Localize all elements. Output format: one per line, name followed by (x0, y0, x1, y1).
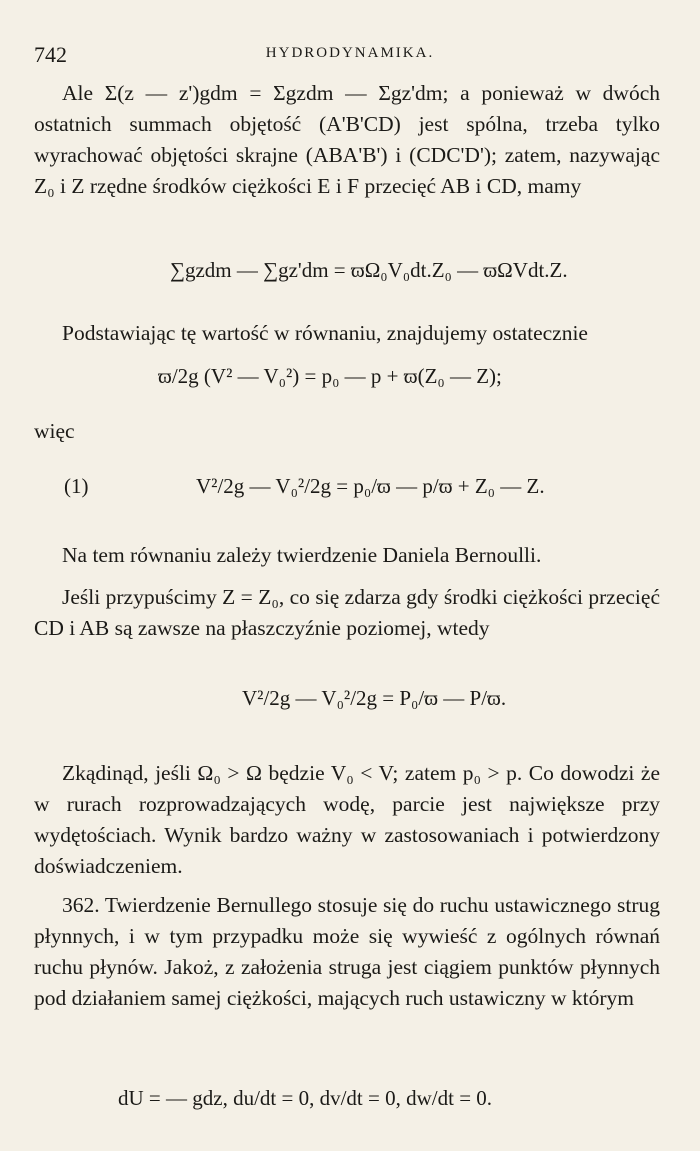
paragraph-horizontal: Jeśli przypuścimy Z = Z₀, co się zdarza gdy środki ciężkości przecięć CD i AB są zawsze na płaszczyźnie poziomej, wtedy (34, 585, 660, 640)
paragraph-section-362: 362. Twierdzenie Bernullego stosuje się do ruchu ustawicznego strug płynnych, i w tym przypadku może się wywieść z ogólnych równań ruchu płynów. Jakoż, z założenia struga jest ciągiem punktów płynnych pod działaniem samej ciężkości, mających ruch ustawiczny w którym (34, 893, 660, 1010)
paragraph-consequence: Zkądinąd, jeśli Ω₀ > Ω będzie V₀ < V; zatem p₀ > p. Co dowodzi że w rurach rozprowadzających wodę, parcie jest największe przy wydętościach. Wynik bardzo ważny w zastosowaniach i potwierdzony doświadczeniem. (34, 761, 660, 878)
equation-horizontal: V²/2g — V₀²/2g = P₀/ϖ — P/ϖ. (242, 686, 507, 710)
equation-steady-motion: dU = — gdz, du/dt = 0, dv/dt = 0, dw/dt = 0. (118, 1086, 493, 1110)
running-title: HYDRODYNAMIKA. (265, 45, 435, 61)
equation-pressure: ϖ/2g (V² — V₀²) = p₀ — p + ϖ(Z₀ — Z); (158, 364, 502, 388)
page-number: 742 (34, 42, 67, 67)
equation-summation: ∑gzdm — ∑gz'dm = ϖΩ₀V₀dt.Z₀ — ϖΩVdt.Z. (170, 258, 568, 282)
equation-label: (1) (64, 474, 89, 498)
paragraph-substitution: Podstawiając tę wartość w równaniu, znajdujemy ostatecznie (62, 321, 588, 345)
page-header (34, 42, 666, 66)
paragraph-intro: Ale Σ(z — z')gdm = Σgzdm — Σgz'dm; a ponieważ w dwóch ostatnich summach objętość (A'B'CD) jest spólna, trzeba tylko wyrachować objętości skrajne (ABA'B') i (CDC'D'); zatem, nazywając Z₀ i Z rzędne środków ciężkości E i F przecięć AB i CD, mamy (34, 81, 660, 198)
paragraph-wiec: więc (34, 419, 75, 443)
paragraph-theorem: Na tem równaniu zależy twierdzenie Daniela Bernoulli. (62, 543, 542, 567)
equation-bernoulli: V²/2g — V₀²/2g = p₀/ϖ — p/ϖ + Z₀ — Z. (196, 474, 545, 498)
